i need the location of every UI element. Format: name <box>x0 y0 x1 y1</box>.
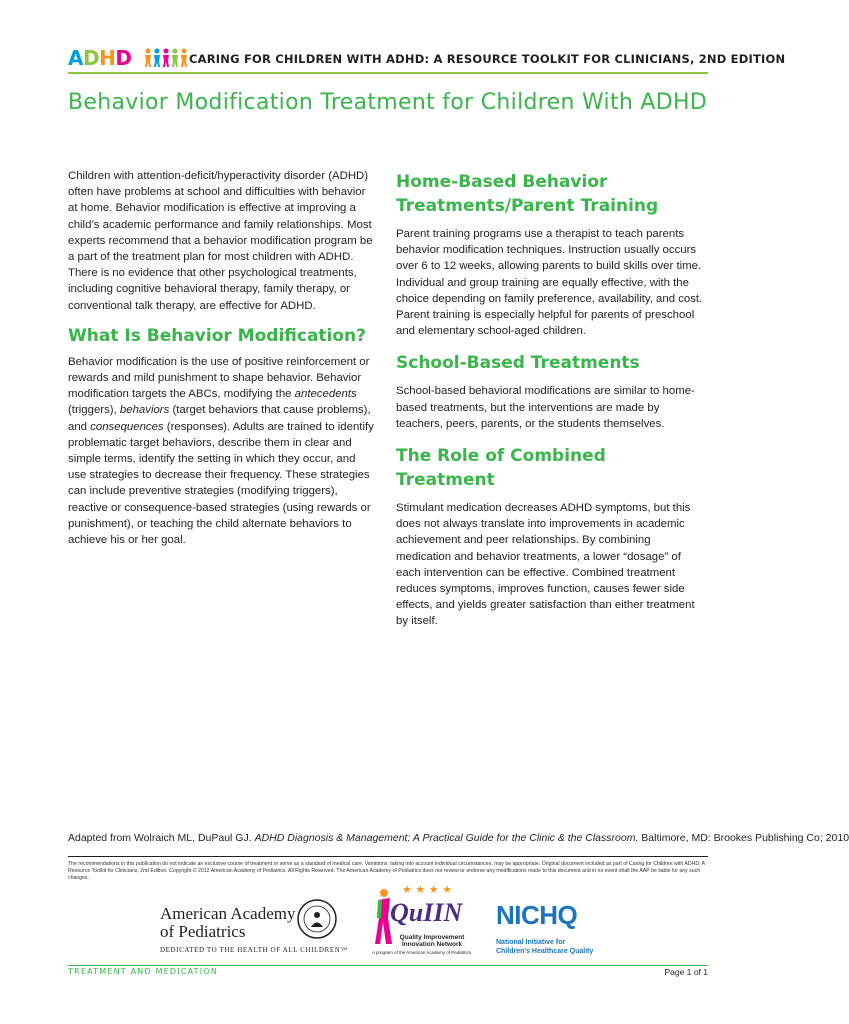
svg-text:★ ★ ★ ★: ★ ★ ★ ★ <box>402 883 452 896</box>
heading-combined-treatment: The Role of Combined Treatment <box>396 446 606 491</box>
disclaimer-text: The recommendations in this publication do not indicate an exclusive course of treatment or serve as a standard of medical care. Variations, taking into account individual circumstances, may be appropriate. Original document included as part of Caring for Children with ADHD: A Resource Toolkit for Clinicians, 2nd Edition. Copyright © 2012 American Academy of Pediatrics. All Rights Reserved. The American Academy of Pediatrics does not review or endorse any modifications made to this document and in no event shall the AAP be liable for any such changes. <box>68 861 705 881</box>
aap-seal-icon <box>296 898 338 940</box>
left-column <box>68 168 374 548</box>
nichq-logo: NICHQ National Initiative for Children’s Healthcare Quality <box>496 900 594 955</box>
intro-paragraph: Children with attention-deficit/hyperactivity disorder (ADHD) often have problems at school and difficulties with behavior at home. Behavior modification is effective at improving a child’s academic performance and family relationships. Most experts recommend that a behavior modification program be a part of the treatment plan for most children with ADHD. There is no evidence that other psychological treatments, including cognitive behavioral therapy, family therapy, or conventional talk therapy, are effective for ADHD. <box>68 170 373 312</box>
stars-icon <box>402 882 462 896</box>
disclaimer-divider <box>68 856 708 857</box>
what-paragraph: Behavior modification is the use of positive reinforcement or rewards and mild punishment to shape behavior. Behavior modification targets the ABCs, modifying the antecedents (triggers), behaviors (target behaviors that cause problems), and consequences (responses). Adults are trained to identify problematic target behaviors, describe them in clear and simple terms, identify the setting in which they occur, and use strategies to decrease their frequency. These strategies can include preventive strategies (modifying triggers), reactive or consequence-based strategies (using rewards or punishment), or teaching the child alternate behaviors to achieve his or her goal. <box>68 355 374 547</box>
school-paragraph: School-based behavioral modifications are similar to home-based treatments, but the interventions are made by teachers, peers, parents, or the students themselves. <box>396 385 695 430</box>
page-number: Page 1 of 1 <box>664 967 708 977</box>
page-title: Behavior Modification Treatment for Children With ADHD <box>68 90 708 115</box>
header-title: CARING FOR CHILDREN WITH ADHD: A RESOURCE TOOLKIT FOR CLINICIANS, 2ND EDITION <box>189 52 786 66</box>
home-paragraph: Parent training programs use a therapist to teach parents behavior modification techniques. Instruction usually occurs over 6 to 12 weeks, allowing parents to build skills over time. Individual and group training are equally effective, with the choice depending on family preference, availability, and cost. Parent training is especially helpful for parents of preschool and elementary school-aged children. <box>396 228 703 338</box>
section-label: TREATMENT AND MEDICATION <box>68 967 219 976</box>
aap-logo: American Academy of Pediatrics DEDICATED TO THE HEALTH OF ALL CHILDREN™ <box>160 898 340 958</box>
combined-paragraph: Stimulant medication decreases ADHD symptoms, but this does not always translate into improvements in academic achievement and peer relationships. By combining medication and behavior treatments, a lower “dosage” of each intervention can be effective. Combined treatment reduces symptoms, improves function, causes fewer side effects, and yields greater satisfaction than either treatment by itself. <box>396 502 695 628</box>
heading-home-based: Home-Based Behavior Treatments/Parent Training <box>396 172 659 216</box>
heading-school-based: School-Based Treatments <box>396 353 640 374</box>
heading-what-is-behavior-modification: What Is Behavior Modification? <box>68 325 367 346</box>
adhd-logo: ADHD <box>68 46 132 70</box>
header-divider <box>68 72 708 74</box>
quiin-logo: ★ ★ ★ ★ QuIIN Quality Improvement Innovation Network A program of the American Academy of Pediatrics <box>372 883 472 955</box>
adapted-citation: Adapted from Wolraich ML, DuPaul GJ. ADHD Diagnosis & Management: A Practical Guide for the Clinic & the Classroom. Baltimore, MD: Brookes Publishing Co; 2010 <box>68 832 849 844</box>
right-column <box>396 170 706 630</box>
page-header <box>68 44 786 70</box>
footer-divider <box>68 965 708 966</box>
